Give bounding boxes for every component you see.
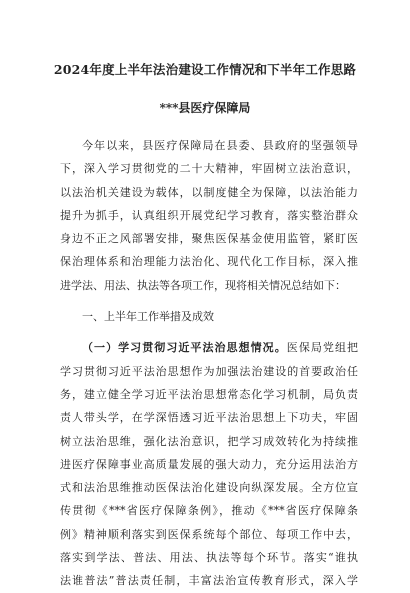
paragraph-line: 例》精神顺利落实到医保系统每个部位、每项工作中去， <box>60 527 358 541</box>
paragraph-line: 落实到学法、普法、用法、执法等每个环节。落实“谁执 <box>60 551 358 565</box>
document-title: 2024年度上半年法治建设工作情况和下半年工作思路 <box>53 62 357 77</box>
intro-line: 以法治机关建设为载体，以制度健全为保障，以法治能力 <box>60 185 358 199</box>
paragraph-line: 务，建立健全学习近平法治思想常态化学习机制，局负责 <box>60 387 358 401</box>
paragraph-line: 学习贯彻习近平法治思想作为加强法治建设的首要政治任 <box>60 364 358 378</box>
paragraph-line: 法谁普法”普法责任制，丰富法治宣传教育形式，深入学 <box>60 574 358 588</box>
subsection-first-line <box>60 336 358 359</box>
paragraph-line: 传贯彻《***省医疗保障条例》，推动《***省医疗保障条 <box>60 504 358 518</box>
intro-line: 保治理体系和治理能力法治化、现代化工作目标，深入推 <box>60 255 358 269</box>
intro-line: 提升为抓手，认真组织开展党纪学习教育，落实整治群众 <box>60 208 358 222</box>
paragraph-line: 树立法治思维，强化法治意识，把学习成效转化为持续推 <box>60 434 358 448</box>
paragraph-line: 式和法治思维推动医保法治化建设向纵深发展。全方位宣 <box>60 481 358 495</box>
intro-line: 身边不正之风部署安排，聚焦医保基金使用监管，紧盯医 <box>60 232 358 246</box>
intro-line: 进学法、用法、执法等各项工作，现将相关情况总结如下： <box>60 278 346 292</box>
intro-line: 今年以来，县医疗保障局在县委、县政府的坚强领导 <box>82 139 358 152</box>
section-heading: 一、上半年工作举措及成效 <box>82 310 214 324</box>
intro-line: 下，深入学习贯彻党的二十大精神，牢固树立法治意识， <box>60 162 358 176</box>
paragraph-line: 责人带头学，在学深悟透习近平法治思想上下功夫，牢固 <box>60 411 358 425</box>
paragraph-line: 进医疗保障事业高质量发展的强大动力，充分运用法治方 <box>60 457 358 471</box>
document-author: ***县医疗保障局 <box>159 101 251 115</box>
document-body <box>60 134 358 593</box>
subsection-first-line-text: 医保局党组把 <box>286 341 359 355</box>
subsection-heading: （一）学习贯彻习近平法治思想情况。 <box>82 341 287 355</box>
